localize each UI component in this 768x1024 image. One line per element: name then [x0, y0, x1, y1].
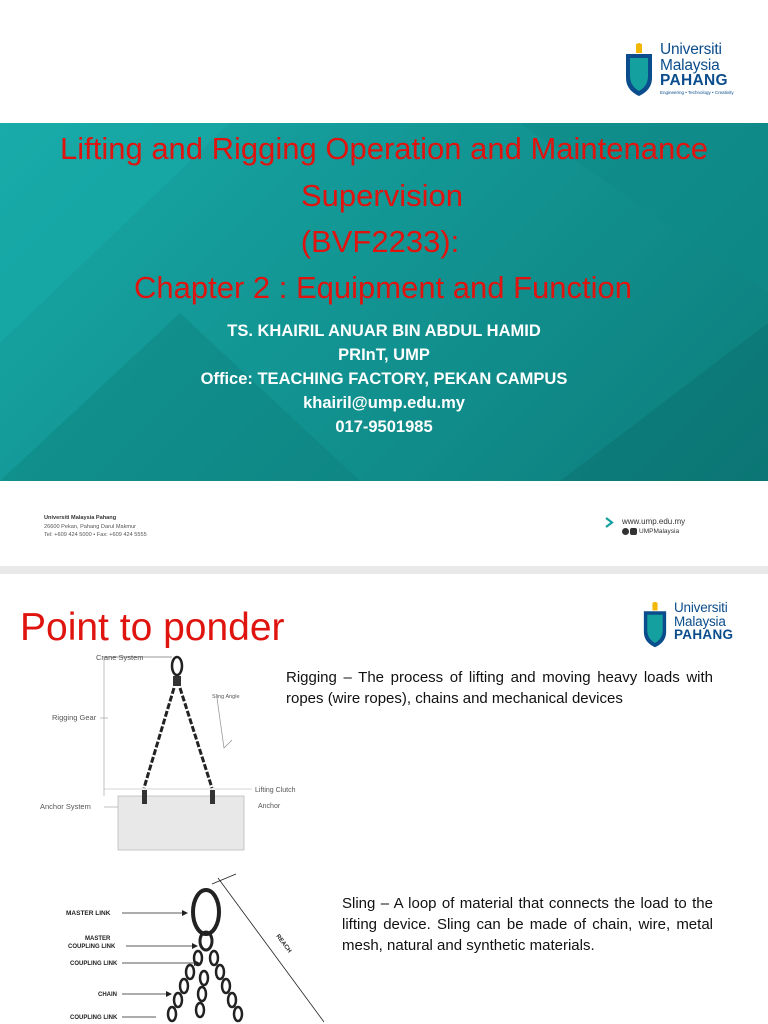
- label-anchor: Anchor: [258, 803, 281, 810]
- chevron-right-icon: [605, 517, 614, 528]
- logo-tagline: Engineering • Technology • Creativity: [660, 89, 734, 95]
- label-coupling-link-2: COUPLING LINK: [70, 1015, 118, 1021]
- footer-links: [622, 517, 685, 535]
- master-link-shape: [172, 657, 182, 675]
- footer-org: Universiti Malaysia Pahang: [44, 515, 117, 521]
- presenter-email[interactable]: khairil@ump.edu.my: [303, 394, 465, 412]
- hook-shape: [173, 676, 181, 686]
- label-master-link: MASTER LINK: [66, 910, 111, 917]
- logo-line-3: PAHANG: [674, 627, 734, 642]
- ump-logo: [624, 42, 734, 98]
- instagram-icon[interactable]: [630, 528, 637, 535]
- sling-leg-left: [144, 688, 174, 788]
- label-coupling-link: COUPLING LINK: [70, 961, 118, 967]
- chain-legs: [168, 951, 242, 1021]
- footer-street: 26600 Pekan, Pahang Darul Makmur: [44, 523, 137, 530]
- sling-diagram: [58, 862, 330, 1024]
- footer-website[interactable]: www.ump.edu.my: [622, 517, 686, 526]
- title-line-4: Chapter 2 : Equipment and Function: [133, 270, 633, 305]
- label-master-coupling-1: MASTER: [85, 936, 111, 942]
- logo-line-2: Malaysia: [660, 56, 720, 74]
- presenter-phone: 017-9501985: [335, 418, 433, 436]
- master-link-ring: [193, 890, 219, 934]
- presenter-affiliation: PRInT, UMP: [338, 346, 430, 364]
- label-lifting-clutch: Lifting Clutch: [255, 787, 296, 794]
- clutch-left: [142, 790, 147, 804]
- label-reach: REACH: [274, 933, 293, 955]
- label-sling-angle: Sling Angle: [212, 694, 240, 700]
- label-rigging-gear: Rigging Gear: [52, 713, 97, 722]
- footer-contact: Tel: +609 424 5000 • Fax: +609 424 5555: [44, 532, 147, 539]
- clutch-right: [210, 790, 215, 804]
- title-line-3: (BVF2233):: [300, 224, 460, 259]
- ump-shield-icon: [624, 42, 654, 98]
- label-crane-system: Crane System: [96, 653, 144, 662]
- presenter-name: TS. KHAIRIL ANUAR BIN ABDUL HAMID: [227, 322, 541, 340]
- label-chain: CHAIN: [98, 992, 117, 998]
- load-block: [118, 796, 244, 850]
- footer-social[interactable]: UMPMalaysia: [639, 528, 680, 535]
- logo-line-2: Malaysia: [674, 613, 726, 629]
- presenter-office: Office: TEACHING FACTORY, PEKAN CAMPUS: [200, 370, 568, 388]
- rigging-diagram: [12, 648, 318, 856]
- content-slide: [0, 574, 768, 1024]
- label-master-coupling-2: COUPLING LINK: [68, 944, 116, 950]
- sling-definition: Sling – A loop of material that connects the load to the lifting device. Sling can be made of chain, wire, metal mesh, natural and synthetic materials.: [342, 895, 713, 954]
- ump-logo-small: [642, 601, 733, 649]
- facebook-icon[interactable]: [622, 528, 629, 535]
- logo-line-1: Universiti: [674, 600, 728, 615]
- logo-line-3: PAHANG: [660, 72, 728, 89]
- title-line-1: Lifting and Rigging Operation and Maintenance: [59, 131, 708, 166]
- footer-address: [44, 514, 147, 540]
- label-anchor-system: Anchor System: [40, 802, 91, 811]
- title-line-2: Supervision: [301, 178, 463, 213]
- slide-separator: [0, 566, 768, 574]
- rigging-definition: Rigging – The process of lifting and moving heavy loads with ropes (wire ropes), chains and mechanical devices: [286, 669, 713, 707]
- sling-leg-right: [180, 688, 212, 788]
- logo-line-1: Universiti: [660, 41, 722, 58]
- ump-shield-icon: [642, 601, 668, 649]
- slide-heading: Point to ponder: [20, 606, 285, 649]
